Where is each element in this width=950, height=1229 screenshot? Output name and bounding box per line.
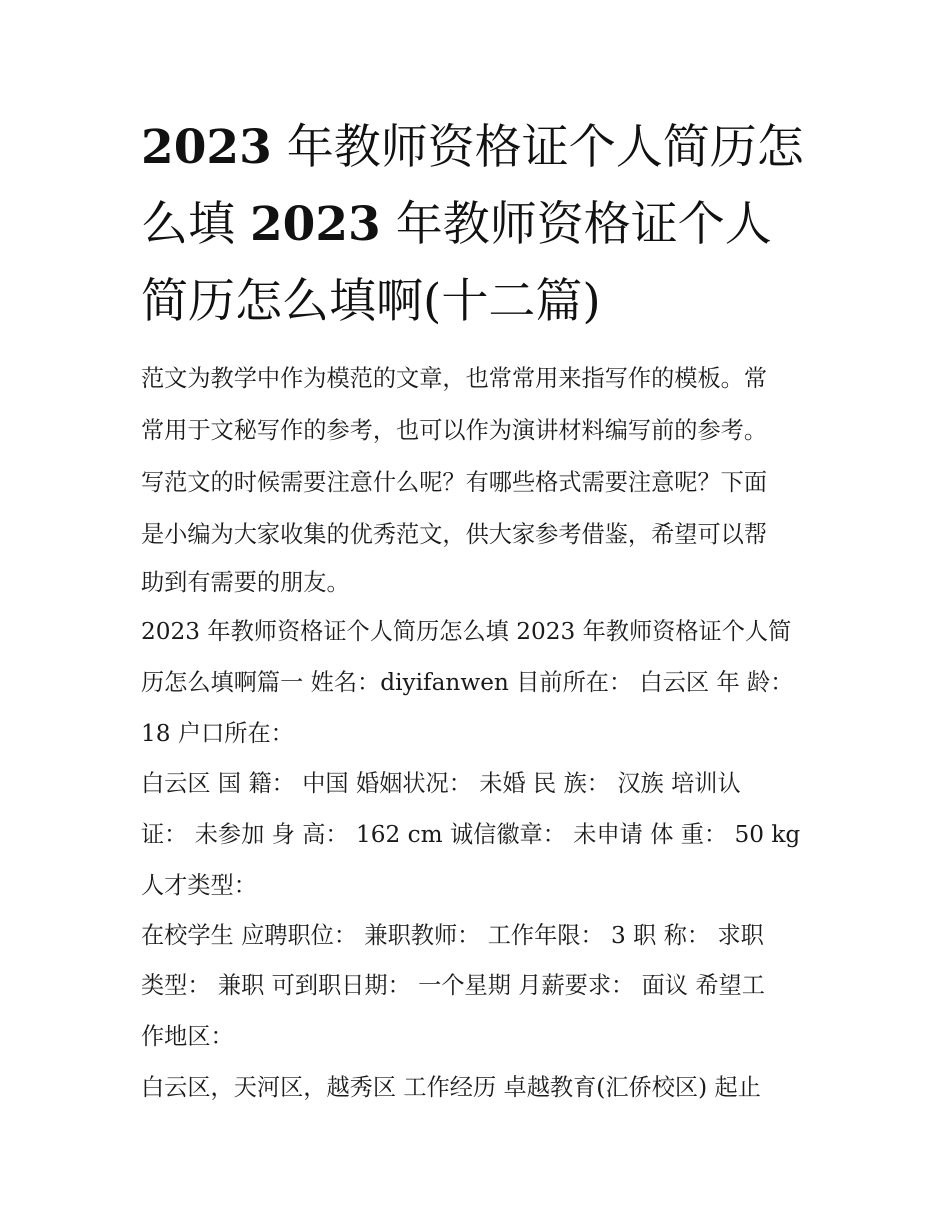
body-line-1: 范文为教学中作为模范的文章，也常常用来指写作的模板。常 [141,365,768,392]
body-line-9: 白云区 国 籍： 中国 婚姻状况： 未婚 民 族： 汉族 培训认 [141,770,741,797]
body-line-10: 证： 未参加 身 高： 162 cm 诚信徽章： 未申请 体 重： 50 kg [141,821,801,848]
body-line-8: 18 户口所在： [141,720,294,747]
body-line-5: 助到有需要的朋友。 [141,569,350,596]
body-line-6: 2023 年教师资格证个人简历怎么填 2023 年教师资格证个人简 [141,618,792,645]
body-line-3: 写范文的时候需要注意什么呢？有哪些格式需要注意呢？下面 [141,469,768,496]
body-line-12: 在校学生 应聘职位： 兼职教师： 工作年限： 3 职 称： 求职 [141,922,764,949]
document-title-line-3: 简历怎么填啊(十二篇) [141,274,601,329]
document-title-line-2: 么填 2023 年教师资格证个人 [141,197,772,252]
body-line-13: 类型： 兼职 可到职日期： 一个星期 月薪要求： 面议 希望工 [141,972,765,999]
body-line-14: 作地区： [141,1023,234,1050]
body-line-15: 白云区，天河区，越秀区 工作经历 卓越教育(汇侨校区) 起止 [141,1074,761,1101]
document-title-line-1: 2023 年教师资格证个人简历怎 [141,120,804,175]
body-line-11: 人才类型： [141,872,257,899]
body-line-4: 是小编为大家收集的优秀范文，供大家参考借鉴，希望可以帮 [141,521,768,548]
body-line-7: 历怎么填啊篇一 姓名：diyifanwen 目前所在： 白云区 年 龄： [141,669,794,696]
body-line-2: 常用于文秘写作的参考，也可以作为演讲材料编写前的参考。 [141,417,768,444]
